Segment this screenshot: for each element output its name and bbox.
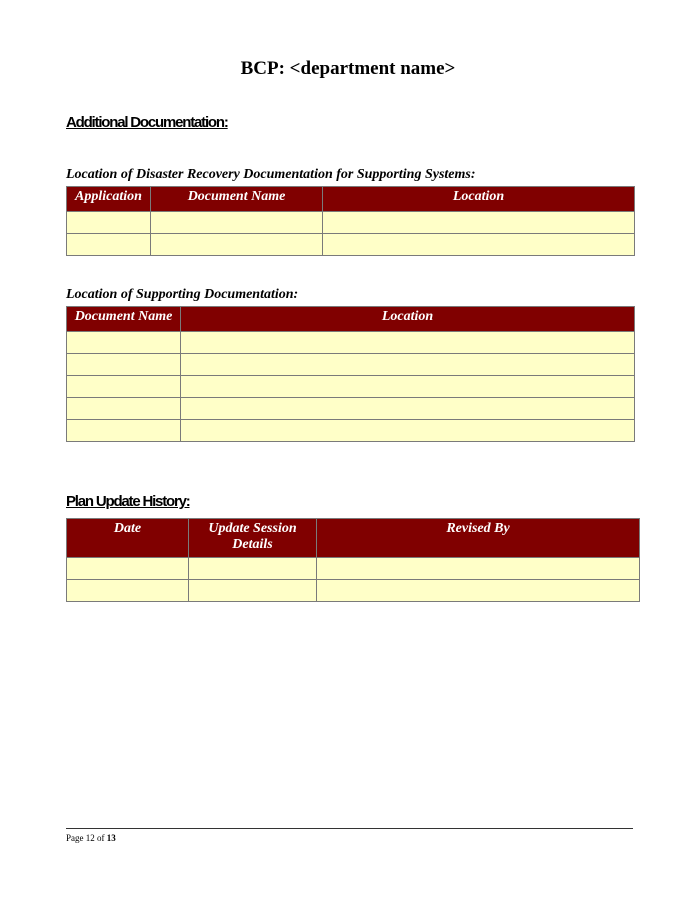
plan-update-history-heading: Plan Update History: <box>66 493 190 510</box>
dr-documentation-subheading: Location of Disaster Recovery Documentation for Supporting Systems: <box>66 167 476 182</box>
table-cell[interactable] <box>181 354 635 376</box>
table-cell[interactable] <box>317 580 640 602</box>
table-header-row <box>67 519 640 558</box>
total-pages: 13 <box>106 833 116 843</box>
table-cell[interactable] <box>67 580 189 602</box>
table-row <box>67 234 635 256</box>
table-cell[interactable] <box>323 212 635 234</box>
table-cell[interactable] <box>189 558 317 580</box>
table-row <box>67 354 635 376</box>
table-cell[interactable] <box>67 332 181 354</box>
header-date: Date <box>67 519 189 558</box>
header-update-session-details: Update Session Details <box>189 519 317 558</box>
additional-documentation-heading: Additional Documentation: <box>66 114 228 131</box>
header-document-name: Document Name <box>151 187 323 212</box>
page-title: BCP: <department name> <box>240 58 456 79</box>
table-cell[interactable] <box>67 398 181 420</box>
table-header-row <box>67 187 635 212</box>
current-page: 12 <box>85 833 95 843</box>
header-application: Application <box>67 187 151 212</box>
table-row <box>67 558 640 580</box>
table-row <box>67 398 635 420</box>
table-cell[interactable] <box>181 420 635 442</box>
of-word: of <box>97 833 105 843</box>
table-header-row <box>67 307 635 332</box>
table-cell[interactable] <box>67 420 181 442</box>
table-row <box>67 376 635 398</box>
table-cell[interactable] <box>151 212 323 234</box>
table-cell[interactable] <box>67 212 151 234</box>
table-row <box>67 332 635 354</box>
table-cell[interactable] <box>67 558 189 580</box>
table-cell[interactable] <box>181 376 635 398</box>
table-cell[interactable] <box>67 376 181 398</box>
table-row <box>67 420 635 442</box>
table-cell[interactable] <box>323 234 635 256</box>
table-cell[interactable] <box>181 332 635 354</box>
page-word: Page <box>66 833 84 843</box>
table-cell[interactable] <box>189 580 317 602</box>
header-location: Location <box>323 187 635 212</box>
page-number <box>66 833 116 843</box>
plan-update-history-table <box>66 518 640 602</box>
header-revised-by: Revised By <box>317 519 640 558</box>
table-cell[interactable] <box>67 354 181 376</box>
footer-divider <box>66 828 633 829</box>
table-cell[interactable] <box>67 234 151 256</box>
supporting-documentation-table <box>66 306 635 442</box>
table-row <box>67 212 635 234</box>
table-cell[interactable] <box>151 234 323 256</box>
table-cell[interactable] <box>317 558 640 580</box>
table-cell[interactable] <box>181 398 635 420</box>
header-location: Location <box>181 307 635 332</box>
dr-documentation-table <box>66 186 635 256</box>
supporting-documentation-subheading: Location of Supporting Documentation: <box>66 287 299 302</box>
header-document-name: Document Name <box>67 307 181 332</box>
table-row <box>67 580 640 602</box>
